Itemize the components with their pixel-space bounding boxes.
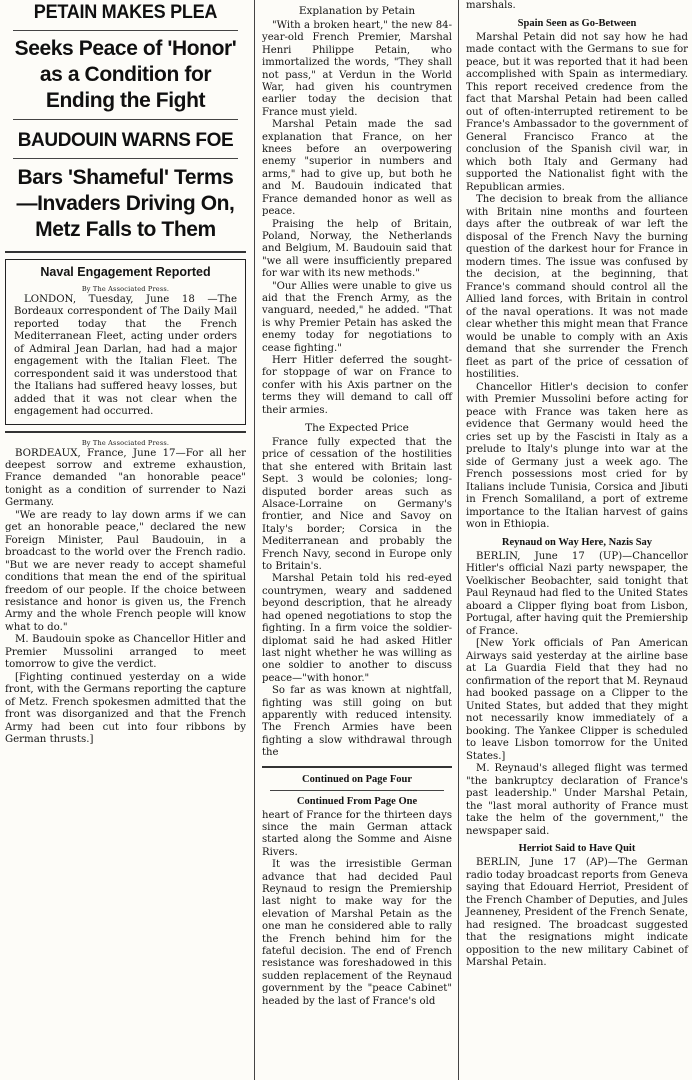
naval-engagement-box (5, 259, 246, 425)
article-paragraph: "We are ready to lay down arms if we can get an honorable peace," declared the new Foreign Minister, Paul Baudouin, in a broadcast to the world over the French radio. "But we are never ready to accept shameful conditions that mean the end of the spiritual freedom of our people. If the choice between resistance and honor is given us, the French Army and the whole French people will know what to do." (5, 509, 246, 633)
article-paragraph: BORDEAUX, France, June 17—For all her deepest sorrow and extreme exhaustion, France demanded "an honorable peace" tonight as a condition of surrender to Nazi Germany. (5, 447, 246, 509)
byline: By The Associated Press. (81, 285, 170, 293)
article-paragraph: It was the irresistible German advance that had decided Paul Reynaud to resign the Premiership last night to make way for the elevation of Marshal Petain as the one man he considered able to rally the French behind him for the fateful decision. The end of French resistance was foreshadowed in this sudden replacement of the Reynaud government by the "peace Cabinet" headed by the last of France's old (262, 859, 452, 1007)
article-paragraph: Marshal Petain made the sad explanation that France, on her knees before an overpowering enemy "superior in numbers and arms," had to give up, but both he and M. Baudouin indicated that France demanded honor as well as peace. (262, 119, 452, 218)
article-paragraph: So far as was known at nightfall, fighting was still going on but apparently with reduced intensity. The French Armies have been fighting a slow withdrawal through the (262, 685, 452, 759)
main-headline: PETAIN MAKES PLEA (33, 2, 218, 23)
divider (13, 30, 238, 31)
article-paragraph: heart of France for the thirteen days since the main German attack started along the Somme and Aisne Rivers. (262, 809, 452, 858)
article-paragraph: France fully expected that the price of cessation of the hostilities that she entered with Britain last Sept. 3 would be colonies; long-disputed border areas such as Alsace-Lorraine on Germany's frontier, and Nice and Savoy on Italy's border; Corsica in the Mediterranean and probably the French Navy, second in Europe only to Britain's. (262, 437, 452, 573)
article-paragraph: BERLIN, June 17 (AP)—The German radio today broadcast reports from Geneva saying that Edouard Herriot, President of the French Chamber of Deputies, and Jules Jeanneney, President of the French Senate, had resigned. The broadcast suggested that the resignations might indicate opposition to the new military Cabinet of Marshal Petain. (466, 857, 688, 968)
subhead: Herriot Said to Have Quit (518, 843, 636, 854)
article-paragraph: [New York officials of Pan American Airways said yesterday at the airline base at La Guardia Field that they had no confirmation of the report that M. Reynaud had booked passage on a Clipper to the United States, but added that they might not necessarily know immediately of a booking. The Yankee Clipper is scheduled to leave Lisbon tomorrow for the United States.] (466, 638, 688, 762)
subhead: Spain Seen as Go-Between (517, 17, 637, 29)
box-paragraph: LONDON, Tuesday, June 18 —The Bordeaux correspondent of The Daily Mail reported today that the French Mediterranean Fleet, acting under orders of Admiral Jean Darlan, had had a major engagement with the Italian Fleet. The correspondent said it was understood that the Italians had suffered heavy losses, but added that it was not clear when the engagement had occurred. (14, 294, 237, 418)
headline-2: BAUDOUIN WARNS FOE (17, 130, 234, 151)
divider (270, 790, 444, 791)
article-paragraph: The decision to break from the alliance with Britain nine months and fourteen days after the outbreak of war left the disposal of the French Navy the burning question of the darkest hour for France in modern times. The issue was confused by the decision, at the beginning, that France's command should control all the Allied land forces, with Britain in control of the naval operations. It was not made clear whether this might mean that France would be unable to comply with an Axis demand that she surrender the French fleet as part of the price of cessation of hostilities. (466, 194, 688, 380)
article-paragraph: Praising the help of Britain, Poland, Norway, the Netherlands and Belgium, M. Baudouin said that "we all were insufficiently prepared for war with its new methods." (262, 218, 452, 280)
article-paragraph: Marshal Petain did not say how he had made contact with the Germans to sue for peace, but it was reported that it had been accomplished with Spain as intermediary. This report received credence from the fact that Marshal Petain had been called out of often-interrupted retirement to be France's Ambassador to the government of General Francisco Franco at the conclusion of the Spanish civil war, in which both Italy and Germany had supported the Nationalist fight with the Republican armies. (466, 31, 688, 193)
article-paragraph: Marshal Petain told his red-eyed countrymen, weary and saddened beyond description, that he already had opened negotiations to stop the fighting. In a firm voice the soldier-diplomat said he had asked Hitler last night whether he was willing as one soldier to another to discuss peace—"with honor." (262, 573, 452, 684)
article-paragraph: [Fighting continued yesterday on a wide front, with the Germans reporting the capture of Metz. French spokesmen admitted that the front was disorganized and that the French Army had been cut into four ribbons by German thrusts.] (5, 671, 246, 745)
column-rule (254, 0, 255, 1080)
byline: By The Associated Press. (81, 438, 170, 447)
article-paragraph: "With a broken heart," the new 84-year-old French Premier, Marshal Henri Philippe Petain, who immortalized the words, "They shall not pass," at Verdun in the World War, had given his countrymen earlier today the decision that France must yield. (262, 20, 452, 118)
divider (13, 119, 238, 120)
subhead: Reynaud on Way Here, Nazis Say (501, 536, 653, 548)
continued-on-label: Continued on Page Four (302, 773, 412, 785)
column-2 (256, 0, 456, 1080)
divider (5, 431, 246, 433)
column-1 (0, 0, 252, 1080)
article-paragraph: "Our Allies were unable to give us aid that the French Army, as the vanguard, needed," he added. "That is why Premier Petain has asked the enemy today for negotiations to cease fighting." (262, 280, 452, 354)
article-paragraph: BERLIN, June 17 (UP)—Chancellor Hitler's official Nazi party newspaper, the Voelkischer Beobachter, said tonight that Paul Reynaud had fled to the United States aboard a Clipper flying boat from Lisbon, Portugal, after having quit the Premiership of France. (466, 550, 688, 637)
divider (13, 158, 238, 159)
headline-deck-1: Seeks Peace of 'Honor' as a Condition for Ending the Fight (14, 37, 237, 112)
divider (262, 766, 452, 768)
article-paragraph: M. Baudouin spoke as Chancellor Hitler and Premier Mussolini arranged to meet tomorrow to give the verdict. (5, 634, 246, 671)
article-paragraph: Chancellor Hitler's decision to confer with Premier Mussolini before acting for peace with France was taken here as evidence that Germany would heed the cries set up by the Fascisti in Italy as a prelude to Italy's plunge into war at the side of Germany just a week ago. The French possessions most cried for by Italians include Tunisia, Corsica and Jibuti in French Somaliland, a port of extreme importance to the Italian harvest of gains won in Ethiopia. (466, 381, 688, 530)
article-paragraph: Herr Hitler deferred the sought-for stoppage of war on France to confer with his Axis partner on the terms they will demand to call off their armies. (262, 354, 452, 416)
column-rule (458, 0, 459, 1080)
subhead: The Expected Price (305, 422, 409, 434)
subhead: Explanation by Petain (298, 5, 416, 17)
column-3 (460, 0, 692, 1080)
continued-from-label: Continued From Page One (296, 795, 418, 807)
article-paragraph: M. Reynaud's alleged flight was termed "the bankruptcy declaration of France's past leadership." Under Marshal Petain, the "last moral authority of France must take the helm of the government," the newspaper said. (466, 763, 688, 837)
article-paragraph: marshals. (466, 0, 516, 11)
divider (5, 251, 246, 253)
headline-deck-2: Bars 'Shameful' Terms —Invaders Driving On, Metz Falls to Them (16, 166, 235, 241)
box-title: Naval Engagement Reported (40, 265, 211, 279)
